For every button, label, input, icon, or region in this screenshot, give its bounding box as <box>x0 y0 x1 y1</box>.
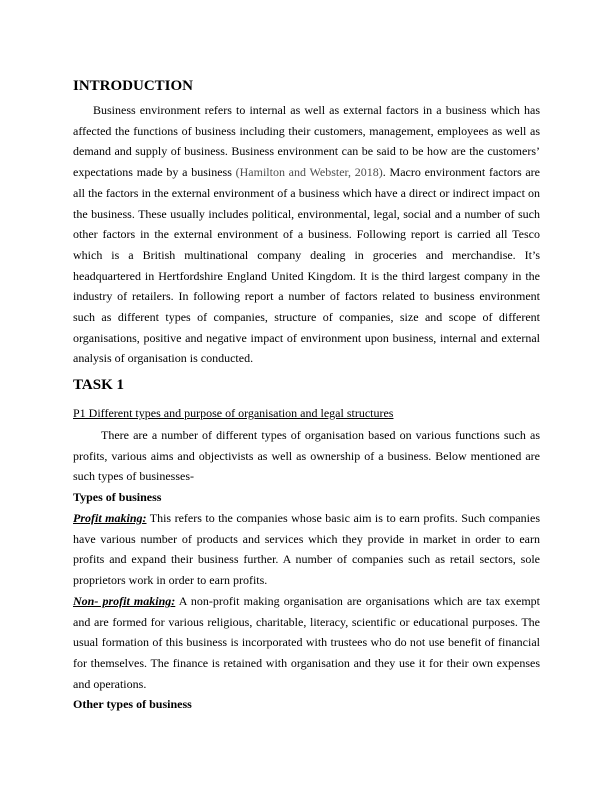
p1-paragraph: There are a number of different types of organisation based on various functions such as profits, various aims and objectivists as well as ownership of a business. Below mentioned are such types of businesses- <box>73 428 540 484</box>
non-profit-making-paragraph <box>73 591 540 695</box>
profit-making-paragraph <box>73 508 540 591</box>
p1-subheading: P1 Different types and purpose of organisation and legal structures <box>73 406 394 420</box>
other-types-heading: Other types of business <box>73 697 192 711</box>
non-profit-making-text: A non-profit making organisation are organisations which are tax exempt and are formed for various religious, charitable, literacy, scientific or educational purposes. The usual formation of this business is incorporated with trustees who do not use benefit of financial for themselves. The finance is retained with organisation and they use it for their own expenses and operations. <box>73 594 540 691</box>
introduction-heading: INTRODUCTION <box>73 78 194 94</box>
non-profit-making-term: Non- profit making: <box>73 594 176 608</box>
citation: (Hamilton and Webster, 2018) <box>235 165 383 180</box>
intro-text-start: Business environment refers to internal as well as external factors in a business which has affected the functions of business including their customers, management, employees as well as demand and supply of business. Business environment can be said to be how are the customers’ expectations made by a business <box>73 103 540 180</box>
types-of-business-heading: Types of business <box>73 490 162 504</box>
profit-making-term: Profit making: <box>73 511 147 525</box>
introduction-paragraph <box>73 100 540 369</box>
intro-text-end: . Macro environment factors are all the factors in the external environment of a business which have a direct or indirect impact on the business. These usually includes political, environmental, legal, social and a number of such other factors in the external environment of a business. Following report is carried all Tesco which is a British multinational company dealing in groceries and merchandise. It’s headquartered in Hertfordshire England United Kingdom. It is the third largest company in the industry of retailers. In following report a number of factors related to business environment such as different types of companies, structure of companies, size and scope of different organisations, positive and negative impact of environment upon business, internal and external analysis of organisation is conducted. <box>73 165 540 366</box>
profit-making-text: This refers to the companies whose basic aim is to earn profits. Such companies have various number of products and services which they provide in market in order to earn profits and expand their business further. A number of companies such as retail sectors, sole proprietors work in order to earn profits. <box>73 511 540 588</box>
task1-heading: TASK 1 <box>73 377 124 393</box>
